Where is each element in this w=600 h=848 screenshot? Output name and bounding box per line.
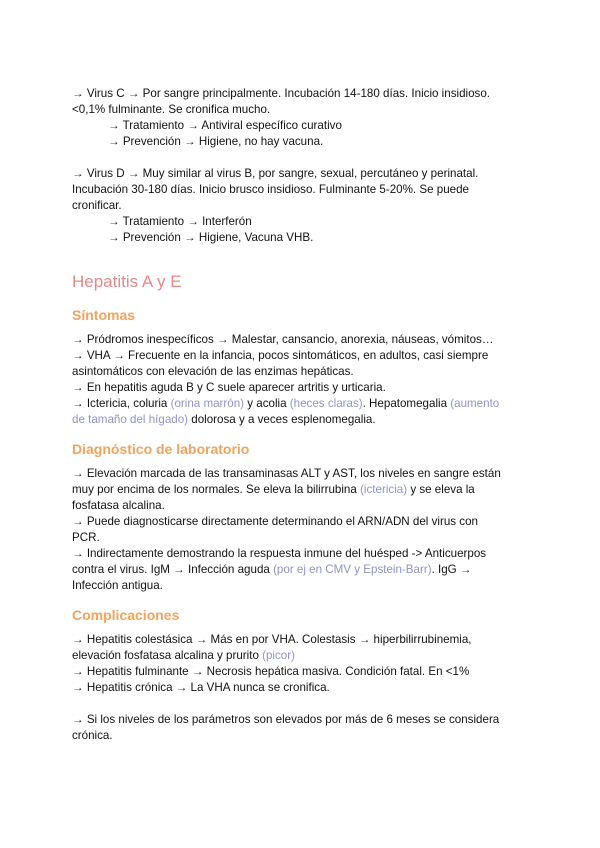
note-run: (picor) [262, 649, 295, 662]
section-title: Hepatitis A y E [72, 272, 182, 291]
text-run: contra el virus. IgM → Infección aguda [72, 563, 274, 576]
complicaciones-section [72, 606, 530, 744]
complicaciones-line-2 [72, 648, 530, 664]
complicaciones-heading: Complicaciones [72, 607, 180, 623]
note-run: (heces claras) [289, 397, 363, 410]
text-run: . IgG → [431, 563, 472, 576]
sintomas-line-4: → En hepatitis aguda B y C suele aparecer artritis y urticaria. [72, 381, 386, 394]
note-run: de tamaño del hígado) [72, 413, 189, 426]
sintomas-line-3: asintomáticos con elevación de las enzimas hepáticas. [72, 365, 354, 378]
virus-d-line-2: Incubación 30-180 días. Inicio brusco insidioso. Fulminante 5-20%. Se puede [72, 183, 470, 196]
virus-d-prevencion: → Prevención → Higiene, Vacuna VHB. [108, 231, 314, 244]
diagnostico-heading: Diagnóstico de laboratorio [72, 441, 250, 457]
diagnostico-section [72, 440, 530, 594]
virus-c-tratamiento: → Tratamiento → Antiviral específico curativo [108, 119, 342, 132]
complicaciones-line-6: crónica. [72, 729, 113, 742]
text-run: dolorosa y a veces esplenomegalia. [188, 413, 376, 426]
virus-d-line-1: → Virus D → Muy similar al virus B, por sangre, sexual, percutáneo y perinatal. [72, 167, 479, 180]
sintomas-line-5 [72, 396, 530, 412]
virus-c-block [72, 86, 530, 150]
sintomas-line-6 [72, 412, 530, 428]
diagnostico-line-5: PCR. [72, 531, 100, 544]
text-run: . Hepatomegalia [362, 397, 451, 410]
complicaciones-line-4: → Hepatitis crónica → La VHA nunca se cronifica. [72, 681, 330, 694]
diagnostico-line-3: fosfatasa alcalina. [72, 499, 165, 512]
complicaciones-line-3: → Hepatitis fulminante → Necrosis hepática masiva. Condición fatal. En <1% [72, 665, 470, 678]
sintomas-section [72, 306, 530, 428]
diagnostico-line-1: → Elevación marcada de las transaminasas ALT y AST, los niveles en sangre están [72, 467, 501, 480]
note-run: (por ej en CMV y Epstein-Barr) [273, 563, 432, 576]
virus-c-line-2: <0,1% fulminante. Se cronifica mucho. [72, 103, 271, 116]
spacer [72, 150, 530, 166]
note-run: (orina marrón) [170, 397, 245, 410]
text-run: y acolia [244, 397, 290, 410]
sintomas-line-1: → Pródromos inespecíficos → Malestar, cansancio, anorexia, náuseas, vómitos… [72, 333, 494, 346]
diagnostico-line-7 [72, 562, 530, 578]
virus-d-block [72, 166, 530, 246]
text-run: muy por encima de los normales. Se eleva la bilirrubina [72, 483, 361, 496]
diagnostico-line-2 [72, 482, 530, 498]
diagnostico-line-8: Infección antigua. [72, 579, 163, 592]
note-run: (ictericia) [360, 483, 408, 496]
complicaciones-line-1: → Hepatitis colestásica → Más en por VHA. Colestasis → hiperbilirrubinemia, [72, 633, 472, 646]
virus-c-prevencion: → Prevención → Higiene, no hay vacuna. [108, 135, 324, 148]
virus-d-line-3: cronificar. [72, 199, 122, 212]
text-run: → Ictericia, coluria [72, 397, 171, 410]
note-run: (aumento [450, 397, 500, 410]
diagnostico-line-6: → Indirectamente demostrando la respuesta inmune del huésped -> Anticuerpos [72, 547, 487, 560]
text-run: y se eleva la [407, 483, 475, 496]
sintomas-line-2: → VHA → Frecuente en la infancia, pocos sintomáticos, en adultos, casi siempre [72, 349, 489, 362]
diagnostico-line-4: → Puede diagnosticarse directamente determinando el ARN/ADN del virus con [72, 515, 478, 528]
complicaciones-line-5: → Si los niveles de los parámetros son elevados por más de 6 meses se considera [72, 713, 500, 726]
spacer [72, 696, 530, 712]
virus-d-tratamiento: → Tratamiento → Interferón [108, 215, 252, 228]
text-run: elevación fosfatasa alcalina y prurito [72, 649, 263, 662]
sintomas-heading: Síntomas [72, 307, 136, 323]
virus-c-line-1: → Virus C → Por sangre principalmente. Incubación 14-180 días. Inicio insidioso. [72, 87, 491, 100]
